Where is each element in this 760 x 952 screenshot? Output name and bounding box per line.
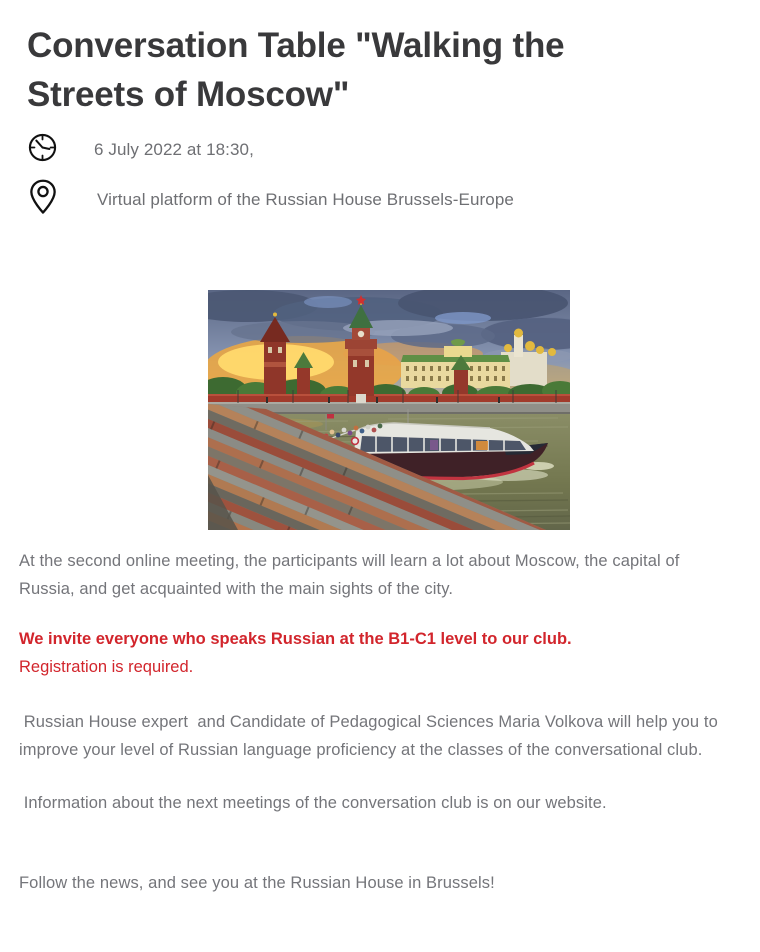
paragraph-website-info: Information about the next meetings of the conversation club is on our website. bbox=[19, 794, 607, 812]
kremlin-river-scene bbox=[208, 290, 570, 530]
event-photo bbox=[208, 290, 570, 530]
paragraph-expert: Russian House expert and Candidate of Pedagogical Sciences Maria Volkova will help you to improve your level of Russian language proficiency at the classes of the conversational club. bbox=[19, 713, 723, 759]
event-datetime: 6 July 2022 at 18:30, bbox=[94, 140, 254, 159]
invite-line: We invite everyone who speaks Russian at the B1-C1 level to our club. bbox=[19, 630, 572, 648]
location-pin-icon bbox=[28, 178, 58, 221]
event-location: Virtual platform of the Russian House Brussels-Europe bbox=[97, 189, 514, 209]
clock-icon bbox=[27, 132, 58, 168]
paragraph-closing: Follow the news, and see you at the Russian House in Brussels! bbox=[19, 873, 495, 892]
event-location-row bbox=[28, 178, 740, 221]
event-datetime-row bbox=[27, 132, 740, 168]
registration-line: Registration is required. bbox=[19, 657, 194, 676]
paragraph-intro: At the second online meeting, the participants will learn a lot about Moscow, the capital of Russia, and get acquainted with the main sights of the city. bbox=[19, 552, 680, 598]
page-title: Conversation Table "Walking the Streets of Moscow" bbox=[27, 26, 565, 114]
